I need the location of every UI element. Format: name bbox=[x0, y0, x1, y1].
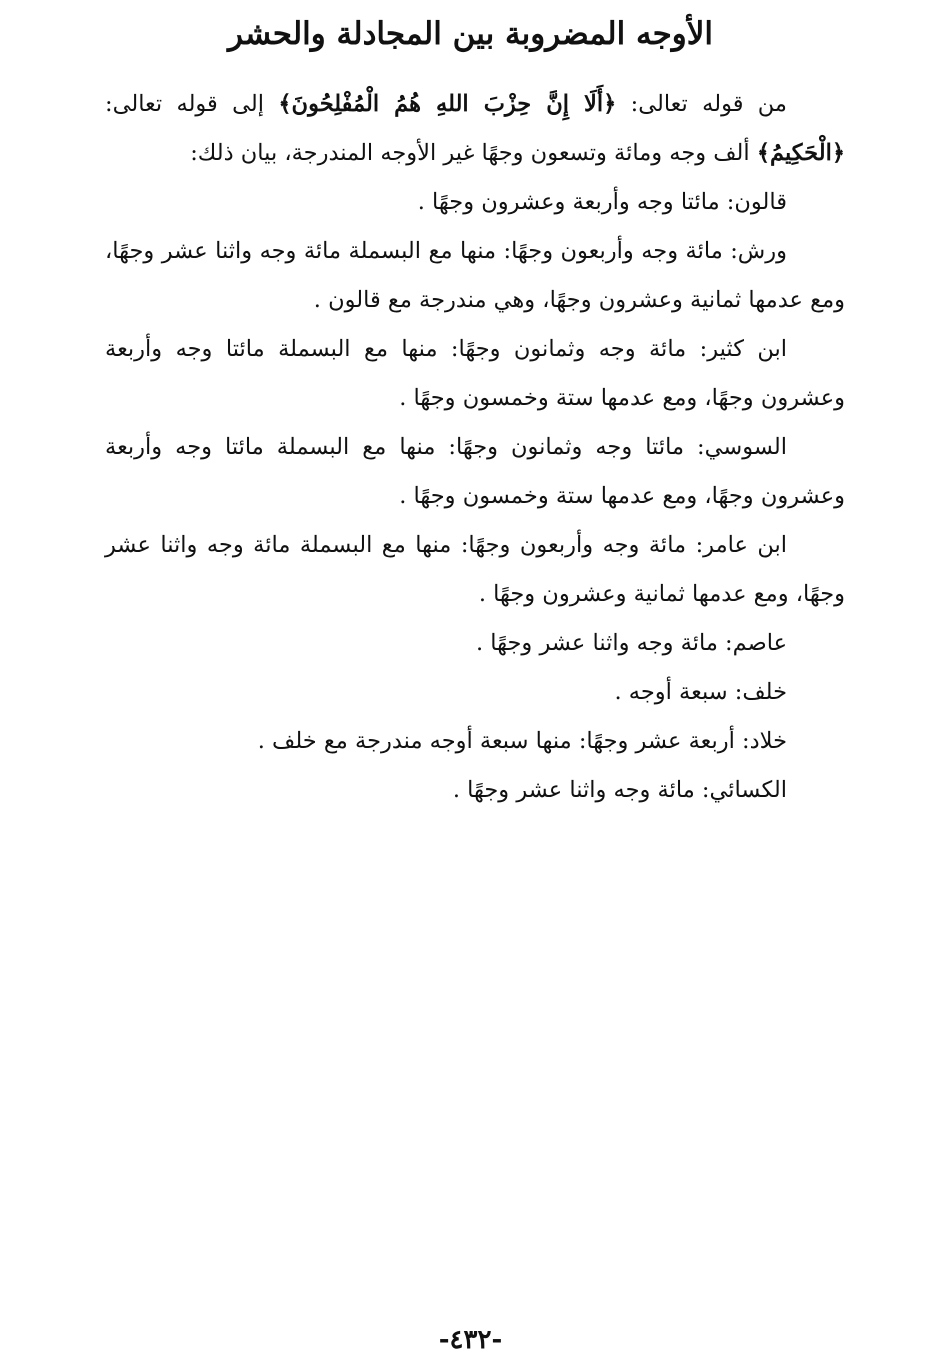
reader-paragraph-susi: السوسي: مائتا وجه وثمانون وجهًا: منها مع البسملة مائتا وجه وأربعة وعشرون وجهًا، ومع عدمها ستة وخمسون وجهًا . bbox=[105, 434, 845, 509]
reader-paragraph-qalun: قالون: مائتا وجه وأربعة وعشرون وجهًا . bbox=[417, 189, 787, 215]
body-text bbox=[105, 80, 845, 815]
reader-paragraph-ibn-kathir: ابن كثير: مائة وجه وثمانون وجهًا: منها مع البسملة مائتا وجه وأربعة وعشرون وجهًا، ومع عدمها ستة وخمسون وجهًا . bbox=[105, 336, 845, 411]
reader-paragraph-warsh: ورش: مائة وجه وأربعون وجهًا: منها مع البسملة مائة وجه واثنا عشر وجهًا، ومع عدمها ثمانية وعشرون وجهًا، وهي مندرجة مع قالون . bbox=[105, 238, 845, 313]
page-number: -٤٣٢- bbox=[438, 1325, 503, 1355]
quran-verse-1: ﴿أَلَا إِنَّ حِزْبَ اللهِ هُمُ الْمُفْلِحُونَ﴾ bbox=[278, 91, 617, 117]
reader-paragraph-khallad: خلاد: أربعة عشر وجهًا: منها سبعة أوجه مندرجة مع خلف . bbox=[257, 728, 787, 754]
reader-paragraph-asim: عاصم: مائة وجه واثنا عشر وجهًا . bbox=[475, 630, 787, 656]
intro-middle: إلى قوله تعالى: bbox=[105, 91, 279, 117]
intro-prefix: من قوله تعالى: bbox=[616, 91, 787, 117]
intro-suffix: ألف وجه ومائة وتسعون وجهًا غير الأوجه المندرجة، بيان ذلك: bbox=[190, 140, 757, 166]
page-title: الأوجه المضروبة بين المجادلة والحشر bbox=[227, 16, 714, 52]
reader-paragraph-kisai: الكسائي: مائة وجه واثنا عشر وجهًا . bbox=[452, 777, 787, 803]
reader-paragraph-khalaf: خلف: سبعة أوجه . bbox=[614, 679, 787, 705]
intro-paragraph bbox=[105, 80, 845, 178]
quran-verse-2: ﴿الْحَكِيمُ﴾ bbox=[756, 140, 845, 166]
reader-paragraph-ibn-amir: ابن عامر: مائة وجه وأربعون وجهًا: منها مع البسملة مائة وجه واثنا عشر وجهًا، ومع عدمها ثمانية وعشرون وجهًا . bbox=[105, 532, 845, 607]
